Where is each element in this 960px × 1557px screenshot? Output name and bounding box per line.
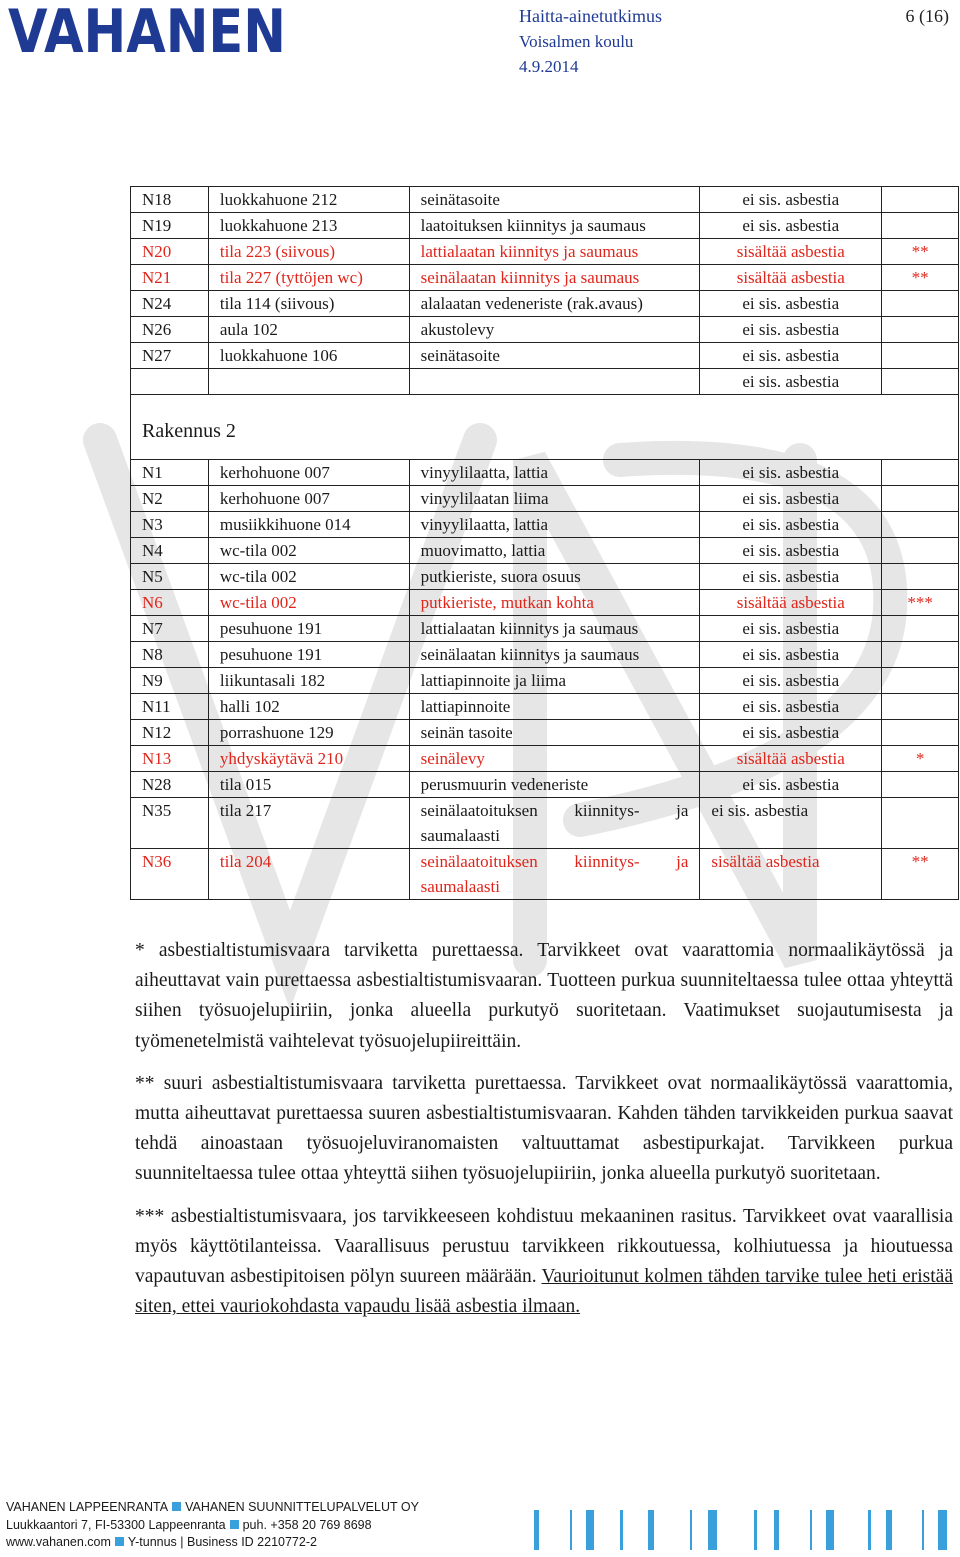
room-cell: halli 102 [208,694,409,720]
sample-id-cell: N3 [131,512,209,538]
room-cell: yhdyskäytävä 210 [208,746,409,772]
footer-phone: puh. +358 20 769 8698 [242,1517,372,1532]
footer-office: VAHANEN LAPPEENRANTA [6,1500,169,1514]
sample-id-cell [131,369,209,395]
material-cell: seinän tasoite [409,720,700,746]
material-cell: vinyylilaatan liima [409,486,700,512]
table-row [131,369,959,395]
room-cell: pesuhuone 191 [208,642,409,668]
result-cell: ei sis. asbestia [700,291,882,317]
sample-id-cell: N35 [131,798,209,849]
result-cell: ei sis. asbestia [700,213,882,239]
result-cell: ei sis. asbestia [700,642,882,668]
table-row [131,460,959,486]
hazard-mark-cell [882,616,959,642]
note-two-star-heading: ** suuri asbestialtistumisvaara tarviketta purettaessa. [135,1072,567,1094]
document-header [519,4,949,79]
result-cell: ei sis. asbestia [700,460,882,486]
result-cell: ei sis. asbestia [700,486,882,512]
result-cell: ei sis. asbestia [700,564,882,590]
table-row [131,239,959,265]
table-row [131,187,959,213]
material-cell: putkieriste, suora osuus [409,564,700,590]
sample-id-cell: N36 [131,849,209,900]
document-title: Haitta-ainetutkimus [519,6,662,26]
table-row [131,668,959,694]
material-cell: seinätasoite [409,343,700,369]
room-cell: tila 227 (tyttöjen wc) [208,265,409,291]
room-cell: aula 102 [208,317,409,343]
room-cell: luokkahuone 212 [208,187,409,213]
sample-id-cell: N6 [131,590,209,616]
material-cell: akustolevy [409,317,700,343]
room-cell: tila 217 [208,798,409,849]
room-cell: tila 015 [208,772,409,798]
asbestos-notes [135,936,953,1334]
result-cell: ei sis. asbestia [700,616,882,642]
hazard-mark-cell [882,772,959,798]
table-row [131,616,959,642]
hazard-mark-cell [882,668,959,694]
room-cell: wc-tila 002 [208,564,409,590]
hazard-mark-cell [882,343,959,369]
hazard-mark-cell [882,369,959,395]
hazard-mark-cell: * [882,746,959,772]
room-cell: tila 204 [208,849,409,900]
section-title: Rakennus 2 [131,395,959,460]
room-cell: wc-tila 002 [208,590,409,616]
material-cell: lattialaatan kiinnitys ja saumaus [409,239,700,265]
result-cell: ei sis. asbestia [700,694,882,720]
room-cell: liikuntasali 182 [208,668,409,694]
material-cell: seinälevy [409,746,700,772]
page-number: 6 (16) [905,6,949,26]
table-row [131,343,959,369]
section-row [131,395,959,460]
footer-address: Luukkaantori 7, FI-53300 Lappeenranta [6,1517,226,1532]
material-cell: perusmuurin vedeneriste [409,772,700,798]
table-row [131,642,959,668]
sample-id-cell: N5 [131,564,209,590]
sample-id-cell: N13 [131,746,209,772]
result-cell: sisältää asbestia [700,265,882,291]
table-row [131,564,959,590]
note-two-star-text: Tarvikkeet ovat normaalikäytössä vaarattomia, mutta aiheuttavat purettaessa suuren asbestialtistumisvaaran. Kahden tähden tarvikkeiden purkua saavat tehdä ainoastaan työsuojeluviranomaisten valtuuttamat asbestipurkajat. Tarvikkeen purkua suunniteltaessa tulee ottaa yhteyttä siihen työsuojelupiiriin, jonka alueella purkutyö suoritetaan. [135,1072,953,1185]
hazard-mark-cell: ** [882,849,959,900]
sample-id-cell: N28 [131,772,209,798]
table-row [131,538,959,564]
room-cell: tila 223 (siivous) [208,239,409,265]
footer-business-id: Y-tunnus | Business ID 2210772-2 [127,1535,317,1549]
material-cell: alalaatan vedeneriste (rak.avaus) [409,291,700,317]
result-cell: ei sis. asbestia [700,369,882,395]
room-cell: luokkahuone 106 [208,343,409,369]
result-cell: sisältää asbestia [700,849,882,900]
result-cell: ei sis. asbestia [700,538,882,564]
sample-results-table [130,186,959,900]
result-cell: ei sis. asbestia [700,187,882,213]
result-cell: ei sis. asbestia [700,668,882,694]
hazard-mark-cell: *** [882,590,959,616]
result-cell: ei sis. asbestia [700,720,882,746]
hazard-mark-cell [882,317,959,343]
sample-id-cell: N11 [131,694,209,720]
result-cell: ei sis. asbestia [700,343,882,369]
hazard-mark-cell [882,720,959,746]
room-cell: luokkahuone 213 [208,213,409,239]
hazard-mark-cell [882,512,959,538]
room-cell [208,369,409,395]
logo-text: VAHANEN [8,0,286,67]
room-cell: porrashuone 129 [208,720,409,746]
result-cell: sisältää asbestia [700,239,882,265]
note-three-star-text: Tarvikkeet ovat vaarallisia myös käyttötilanteissa. Vaarallisuus perustuu tarvikkeen rikkoutuessa, kolhiutuessa ja hioutuessa vapautuvan asbestipitoisen pölyn suureen määrään. [135,1205,953,1288]
table-row [131,291,959,317]
room-cell: kerhohuone 007 [208,486,409,512]
sample-id-cell: N19 [131,213,209,239]
sample-id-cell: N8 [131,642,209,668]
table-row [131,849,959,900]
footer-company: VAHANEN SUUNNITTELUPALVELUT OY [185,1500,419,1514]
room-cell: musiikkihuone 014 [208,512,409,538]
hazard-mark-cell [882,538,959,564]
note-three-star-warning: Vaurioitunut kolmen tähden tarvike tulee heti eristää siten, ettei vauriokohdasta vapaudu lisää asbestia ilmaan. [135,1266,953,1318]
material-cell: muovimatto, lattia [409,538,700,564]
table-row [131,265,959,291]
footer-separator-icon [115,1537,124,1546]
sample-id-cell: N2 [131,486,209,512]
note-two-star [135,1069,953,1190]
material-cell [409,369,700,395]
sample-id-cell: N20 [131,239,209,265]
table-row [131,720,959,746]
sample-id-cell: N27 [131,343,209,369]
table-row [131,512,959,538]
sample-id-cell: N7 [131,616,209,642]
company-footer [6,1499,419,1552]
hazard-mark-cell [882,564,959,590]
material-cell: seinälaatan kiinnitys ja saumaus [409,265,700,291]
sample-id-cell: N24 [131,291,209,317]
table-row [131,746,959,772]
sample-id-cell: N26 [131,317,209,343]
material-cell: putkieriste, mutkan kohta [409,590,700,616]
hazard-mark-cell [882,642,959,668]
table-row [131,694,959,720]
footer-separator-icon [172,1502,181,1511]
footer-bar-graphic [530,1510,960,1550]
material-cell: vinyylilaatta, lattia [409,460,700,486]
hazard-mark-cell [882,694,959,720]
result-cell: sisältää asbestia [700,590,882,616]
document-subtitle: Voisalmen koulu [519,32,634,51]
result-cell: sisältää asbestia [700,746,882,772]
vahanen-logo [8,0,288,67]
document-date: 4.9.2014 [519,57,579,76]
hazard-mark-cell [882,213,959,239]
hazard-mark-cell [882,291,959,317]
footer-separator-icon [230,1520,239,1529]
hazard-mark-cell [882,486,959,512]
result-cell: ei sis. asbestia [700,512,882,538]
note-one-star [135,936,953,1057]
note-three-star-heading: *** asbestialtistumisvaara, jos tarvikkeeseen kohdistuu mekaaninen rasitus. [135,1205,737,1227]
material-cell: laatoituksen kiinnitys ja saumaus [409,213,700,239]
result-cell: ei sis. asbestia [700,317,882,343]
hazard-mark-cell [882,460,959,486]
footer-website: www.vahanen.com [6,1535,111,1549]
sample-id-cell: N1 [131,460,209,486]
room-cell: pesuhuone 191 [208,616,409,642]
table-row [131,317,959,343]
note-one-star-text: Tarvikkeet ovat vaarattomia normaalikäytössä ja aiheuttavat vain purettaessa asbestialtistumisvaaran. Tuotteen purkua suunniteltaessa tulee ottaa yhteyttä siihen työsuojelupiiriin, jonka alueella purkutyö suoritetaan. Vaatimukset suojautumisesta ja työmenetelmistä vaihtelevat työsuojelupiireittäin. [135,940,953,1052]
table-row [131,486,959,512]
sample-id-cell: N21 [131,265,209,291]
material-cell: seinälaatoituksen kiinnitys- ja saumalaasti [409,798,700,849]
room-cell: kerhohuone 007 [208,460,409,486]
table-row [131,772,959,798]
table-row [131,213,959,239]
sample-id-cell: N18 [131,187,209,213]
material-cell: lattiapinnoite [409,694,700,720]
room-cell: wc-tila 002 [208,538,409,564]
sample-id-cell: N9 [131,668,209,694]
note-one-star-heading: * asbestialtistumisvaara tarviketta purettaessa. [135,940,524,961]
hazard-mark-cell [882,798,959,849]
sample-id-cell: N12 [131,720,209,746]
note-three-star [135,1202,953,1323]
sample-id-cell: N4 [131,538,209,564]
room-cell: tila 114 (siivous) [208,291,409,317]
material-cell: seinälaatan kiinnitys ja saumaus [409,642,700,668]
hazard-mark-cell [882,187,959,213]
material-cell: vinyylilaatta, lattia [409,512,700,538]
material-cell: seinälaatoituksen kiinnitys- ja saumalaasti [409,849,700,900]
hazard-mark-cell: ** [882,265,959,291]
material-cell: lattiapinnoite ja liima [409,668,700,694]
table-row [131,798,959,849]
table-row [131,590,959,616]
result-cell: ei sis. asbestia [700,772,882,798]
result-cell: ei sis. asbestia [700,798,882,849]
hazard-mark-cell: ** [882,239,959,265]
material-cell: seinätasoite [409,187,700,213]
material-cell: lattialaatan kiinnitys ja saumaus [409,616,700,642]
